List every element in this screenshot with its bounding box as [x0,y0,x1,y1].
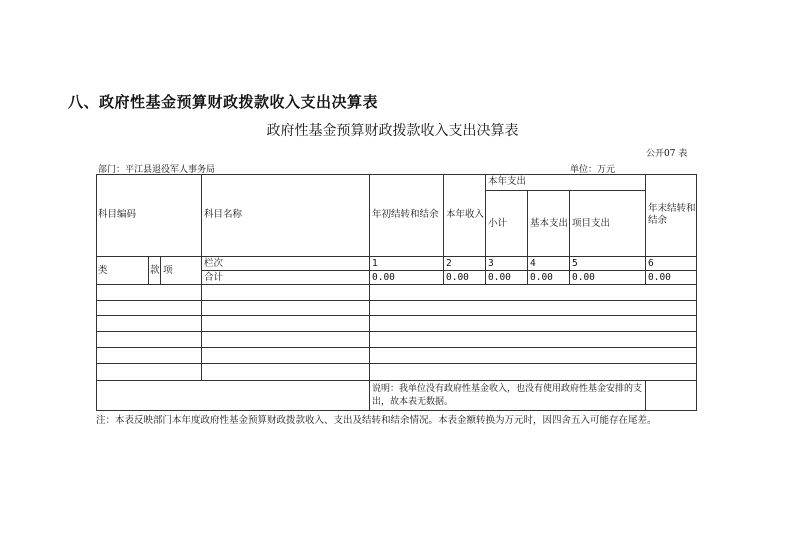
header-subject-name: 科目名称 [202,174,370,257]
table-row [202,332,370,348]
column-number: 6 [646,257,697,271]
total-income: 0.00 [444,271,486,285]
table-number: 公开07 表 [646,149,688,159]
header-basic-expense: 基本支出 [528,191,570,257]
header-current-expense: 本年支出 [486,174,646,191]
total-project-expense: 0.00 [570,271,646,285]
header-year-end-balance: 年末结转和结余 [646,174,697,257]
header-current-income: 本年收入 [444,174,486,257]
table-row [202,301,370,316]
column-number: 3 [486,257,528,271]
unit-label: 单位：万元 [570,165,616,175]
column-number: 1 [370,257,444,271]
table-row [370,316,697,332]
column-number: 5 [570,257,646,271]
total-year-end: 0.00 [646,271,697,285]
header-project-expense: 项目支出 [570,191,646,257]
table-row [96,285,202,301]
explanation-text: 说明：我单位没有政府性基金收入，也没有使用政府性基金安排的支出，故本表无数据。 [370,381,646,411]
header-category: 类 [96,257,149,285]
column-number: 2 [444,257,486,271]
column-index-label: 栏次 [202,257,370,271]
column-number: 4 [528,257,570,271]
table-row [96,348,202,364]
table-row [370,348,697,364]
explanation-spacer [96,381,370,411]
table-row [370,364,697,381]
header-item: 项 [161,257,202,285]
total-year-begin: 0.00 [370,271,444,285]
total-basic-expense: 0.00 [528,271,570,285]
table-row [202,316,370,332]
table-row [96,364,202,381]
table-row [202,348,370,364]
table-row [96,316,202,332]
table-row [370,301,697,316]
table-row [370,285,697,301]
table-title: 政府性基金预算财政拨款收入支出决算表 [266,123,519,139]
department-label: 部门：平江县退役军人事务局 [98,165,216,175]
total-subtotal: 0.00 [486,271,528,285]
table-row [202,364,370,381]
header-subtotal: 小计 [486,191,528,257]
explanation-spacer [646,381,697,411]
header-section: 款 [149,257,161,285]
table-row [370,332,697,348]
header-year-begin-balance: 年初结转和结余 [370,174,444,257]
header-subject-code: 科目编码 [96,174,202,257]
total-row-label: 合计 [202,271,370,285]
table-row [96,301,202,316]
table-row [96,332,202,348]
budget-table [96,174,697,411]
table-row [202,285,370,301]
section-heading: 八、政府性基金预算财政拨款收入支出决算表 [68,93,379,111]
footnote: 注：本表反映部门本年度政府性基金预算财政拨款收入、支出及结转和结余情况。本表金额转换为万元时，因四舍五入可能存在尾差。 [96,415,657,426]
